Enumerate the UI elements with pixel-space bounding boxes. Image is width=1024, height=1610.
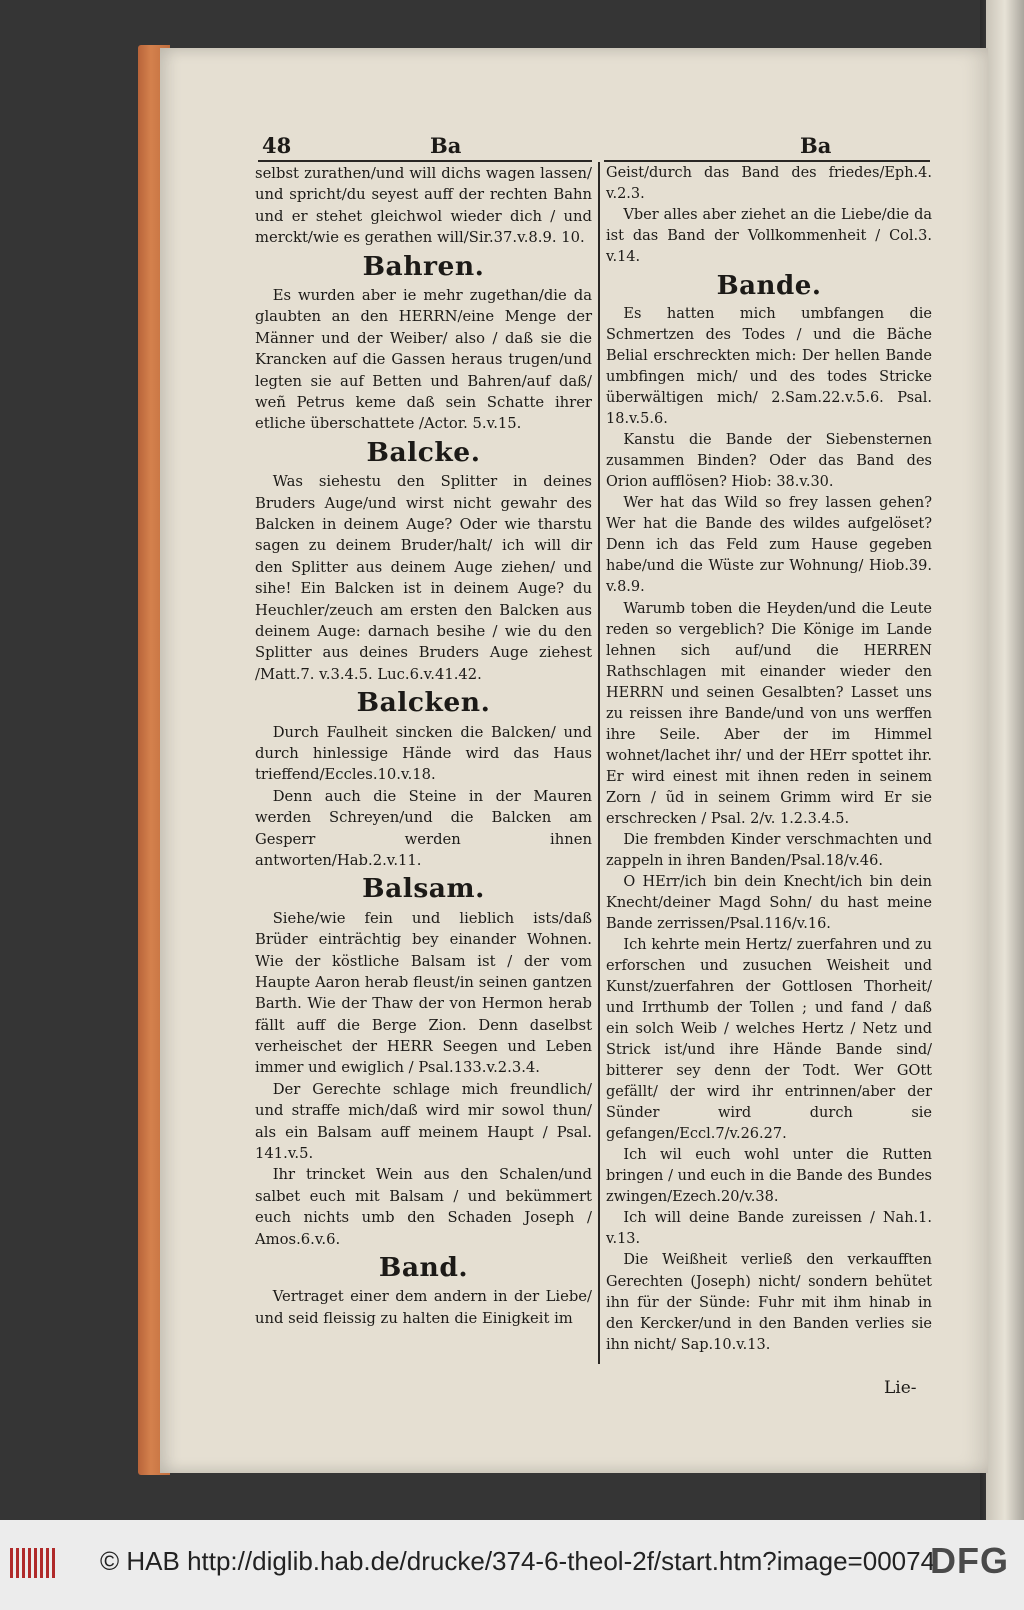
column-separator bbox=[598, 162, 600, 1364]
text-paragraph: Kanstu die Bande der Siebensternen zusammen Binden? Oder das Band des Orion aufflösen? Hiob: 38.v.30. bbox=[606, 432, 932, 491]
text-paragraph: Was siehestu den Splitter in deines Bruders Auge/und wirst nicht gewahr des Balcken in deinem Auge? Oder wie tharstu sagen zu deinem Bruder/halt/ ich will dir den Splitter aus deinem Auge ziehen/ und sihe! Ein Balcken ist in deinem Auge? du Heuchler/zeuch am ersten den Balcken aus deinem Auge: darnach besihe / wie du den Splitter aus deines Bruders Auge ziehest /Matt.7. v.3.4.5. Luc.6.v.41.42. bbox=[255, 473, 592, 683]
text-paragraph: Denn auch die Steine in der Mauren werden Schreyen/und die Balcken am Gesperr werden ihnen antworten/Hab.2.v.11. bbox=[255, 787, 592, 869]
right-column bbox=[606, 163, 932, 1356]
text-paragraph: Es wurden aber ie mehr zugethan/die da glaubten an den HERRN/eine Menge der Männer und der Weiber/ also / daß sie die Krancken auf die Gassen heraus trugen/und legten sie auf Betten und Bahren/auf daß/ weñ Petrus keme daß sein Schatte ihrer etliche überschattete /Actor. 5.v.15. bbox=[255, 287, 592, 433]
text-paragraph: Ich wil euch wohl unter die Rutten bringen / und euch in die Bande des Bundes zwingen/Ezech.20/v.38. bbox=[606, 1147, 932, 1206]
entry-heading: Band. bbox=[378, 1252, 469, 1283]
catchword: Lie- bbox=[884, 1378, 917, 1398]
text-paragraph: Es hatten mich umbfangen die Schmertzen des Todes / und die Bäche Belial erschreckten mich: Der hellen Bande umbfingen mich/ und des todes Stricke überwältigen mich/ 2.Sam.22.v.5.6. Psal. 18.v.5.6. bbox=[606, 306, 932, 428]
text-paragraph: selbst zurathen/und will dichs wagen lassen/ und spricht/du seyest auff der rechten Bahn und er stehet gleichwol wieder dich / und merckt/wie es gerathen will/Sir.37.v.8.9. 10. bbox=[255, 165, 592, 247]
entry-heading: Bahren. bbox=[362, 250, 485, 282]
text-paragraph: Geist/durch das Band des friedes/Eph.4. v.2.3. bbox=[606, 165, 932, 203]
text-paragraph: Siehe/wie fein und lieblich ists/daß Brüder einträchtig bey einander Wohnen. Wie der köstliche Balsam ist / der vom Haupte Aaron herab fleust/in seinen gantzen Barth. Wie der Thaw der von Hermon herab fällt auff die Berge Zion. Denn daselbst verheischet der HERR Seegen und Leben immer und ewiglich / Psal.133.v.2.3.4. bbox=[255, 909, 592, 1077]
footer-url[interactable]: © HAB http://diglib.hab.de/drucke/374-6-theol-2f/start.htm?image=00074 bbox=[100, 1546, 936, 1576]
entry-heading: Balsam. bbox=[362, 873, 485, 905]
text-paragraph: Vertraget einer dem andern in der Liebe/ und seid fleissig zu halten die Einigkeit im bbox=[255, 1288, 592, 1327]
text-paragraph: Warumb toben die Heyden/und die Leute reden so vergeblich? Die Könige im Lande lehnen sich auf/und die HERREN Rathschlagen mit einander wieder den HERRN und seinen Gesalbten? Lasset uns zu reissen ihre Bande/und von uns werffen ihre Seile. Aber der im Himmel wohnet/lachet ihr/ und der HErr spottet ihr. Er wird einest mit ihnen reden in seinem Zorn / ũd in seinem Grimm wird Er sie erschrecken / Psal. 2/v. 1.2.3.4.5. bbox=[606, 600, 932, 827]
left-column bbox=[255, 163, 592, 1329]
text-paragraph: Der Gerechte schlage mich freundlich/ und straffe mich/daß wird mir sowol thun/ als ein Balsam auff meinem Haupt / Psal. 141.v.5. bbox=[255, 1080, 592, 1163]
left-running-head: Ba bbox=[430, 133, 462, 158]
dfg-logo: DFG bbox=[930, 1540, 1009, 1581]
text-paragraph: O HErr/ich bin dein Knecht/ich bin dein Knecht/deiner Magd Sohn/ du hast meine Bande zerrissen/Psal.116/v.16. bbox=[606, 873, 932, 932]
right-header-rule bbox=[604, 160, 930, 162]
text-paragraph: Die Weißheit verließ den verkaufften Gerechten (Joseph) nicht/ sondern behütet ihn für der Sünde: Fuhr mit ihm hinab in den Kercker/und in den Banden verlies sie ihn nicht/ Sap.10.v.13. bbox=[606, 1252, 932, 1353]
text-paragraph: Wer hat das Wild so frey lassen gehen? Wer hat die Bande des wildes aufgelöset? Denn ich das Feld zum Hause gegeben habe/und die Wüste zur Wohnung/ Hiob.39. v.8.9. bbox=[606, 495, 932, 596]
entry-heading: Balcken. bbox=[356, 687, 491, 719]
left-header-rule bbox=[258, 160, 592, 162]
text-paragraph: Ihr trincket Wein aus den Schalen/und salbet euch mit Balsam / und bekümmert euch nichts umb den Schaden Joseph / Amos.6.v.6. bbox=[255, 1166, 592, 1248]
text-paragraph: Ich kehrte mein Hertz/ zuerfahren und zu erforschen und zusuchen Weisheit und Kunst/zuerfahren der Gottlosen Thorheit/ und Irrthumb der Tollen ; und fand / daß ein solch Weib / welches Hertz / Netz und Strick ist/und ihre Hände Bande sind/ bitterer sey denn der Todt. Wer GOtt gefällt/ der wird ihr entrinnen/aber der Sünder wird durch sie gefangen/Eccl.7/v.26.27. bbox=[606, 937, 932, 1143]
text-paragraph: Ich will deine Bande zureissen / Nah.1. v.13. bbox=[606, 1210, 932, 1248]
text-paragraph: Durch Faulheit sincken die Balcken/ und durch hinlessige Hände wird das Haus trieffend/Eccles.10.v.18. bbox=[255, 723, 592, 784]
entry-heading: Balcke. bbox=[366, 436, 481, 468]
book-right-edge bbox=[986, 0, 1024, 1520]
hab-logo-icon bbox=[10, 1548, 55, 1578]
text-paragraph: Vber alles aber ziehet an die Liebe/die da ist das Band der Vollkommenheit / Col.3. v.14. bbox=[606, 207, 932, 266]
page-number: 48 bbox=[262, 133, 292, 158]
text-paragraph: Die frembden Kinder verschmachten und zappeln in ihren Banden/Psal.18/v.46. bbox=[606, 831, 932, 869]
entry-heading: Bande. bbox=[716, 270, 822, 302]
right-running-head: Ba bbox=[800, 133, 832, 158]
